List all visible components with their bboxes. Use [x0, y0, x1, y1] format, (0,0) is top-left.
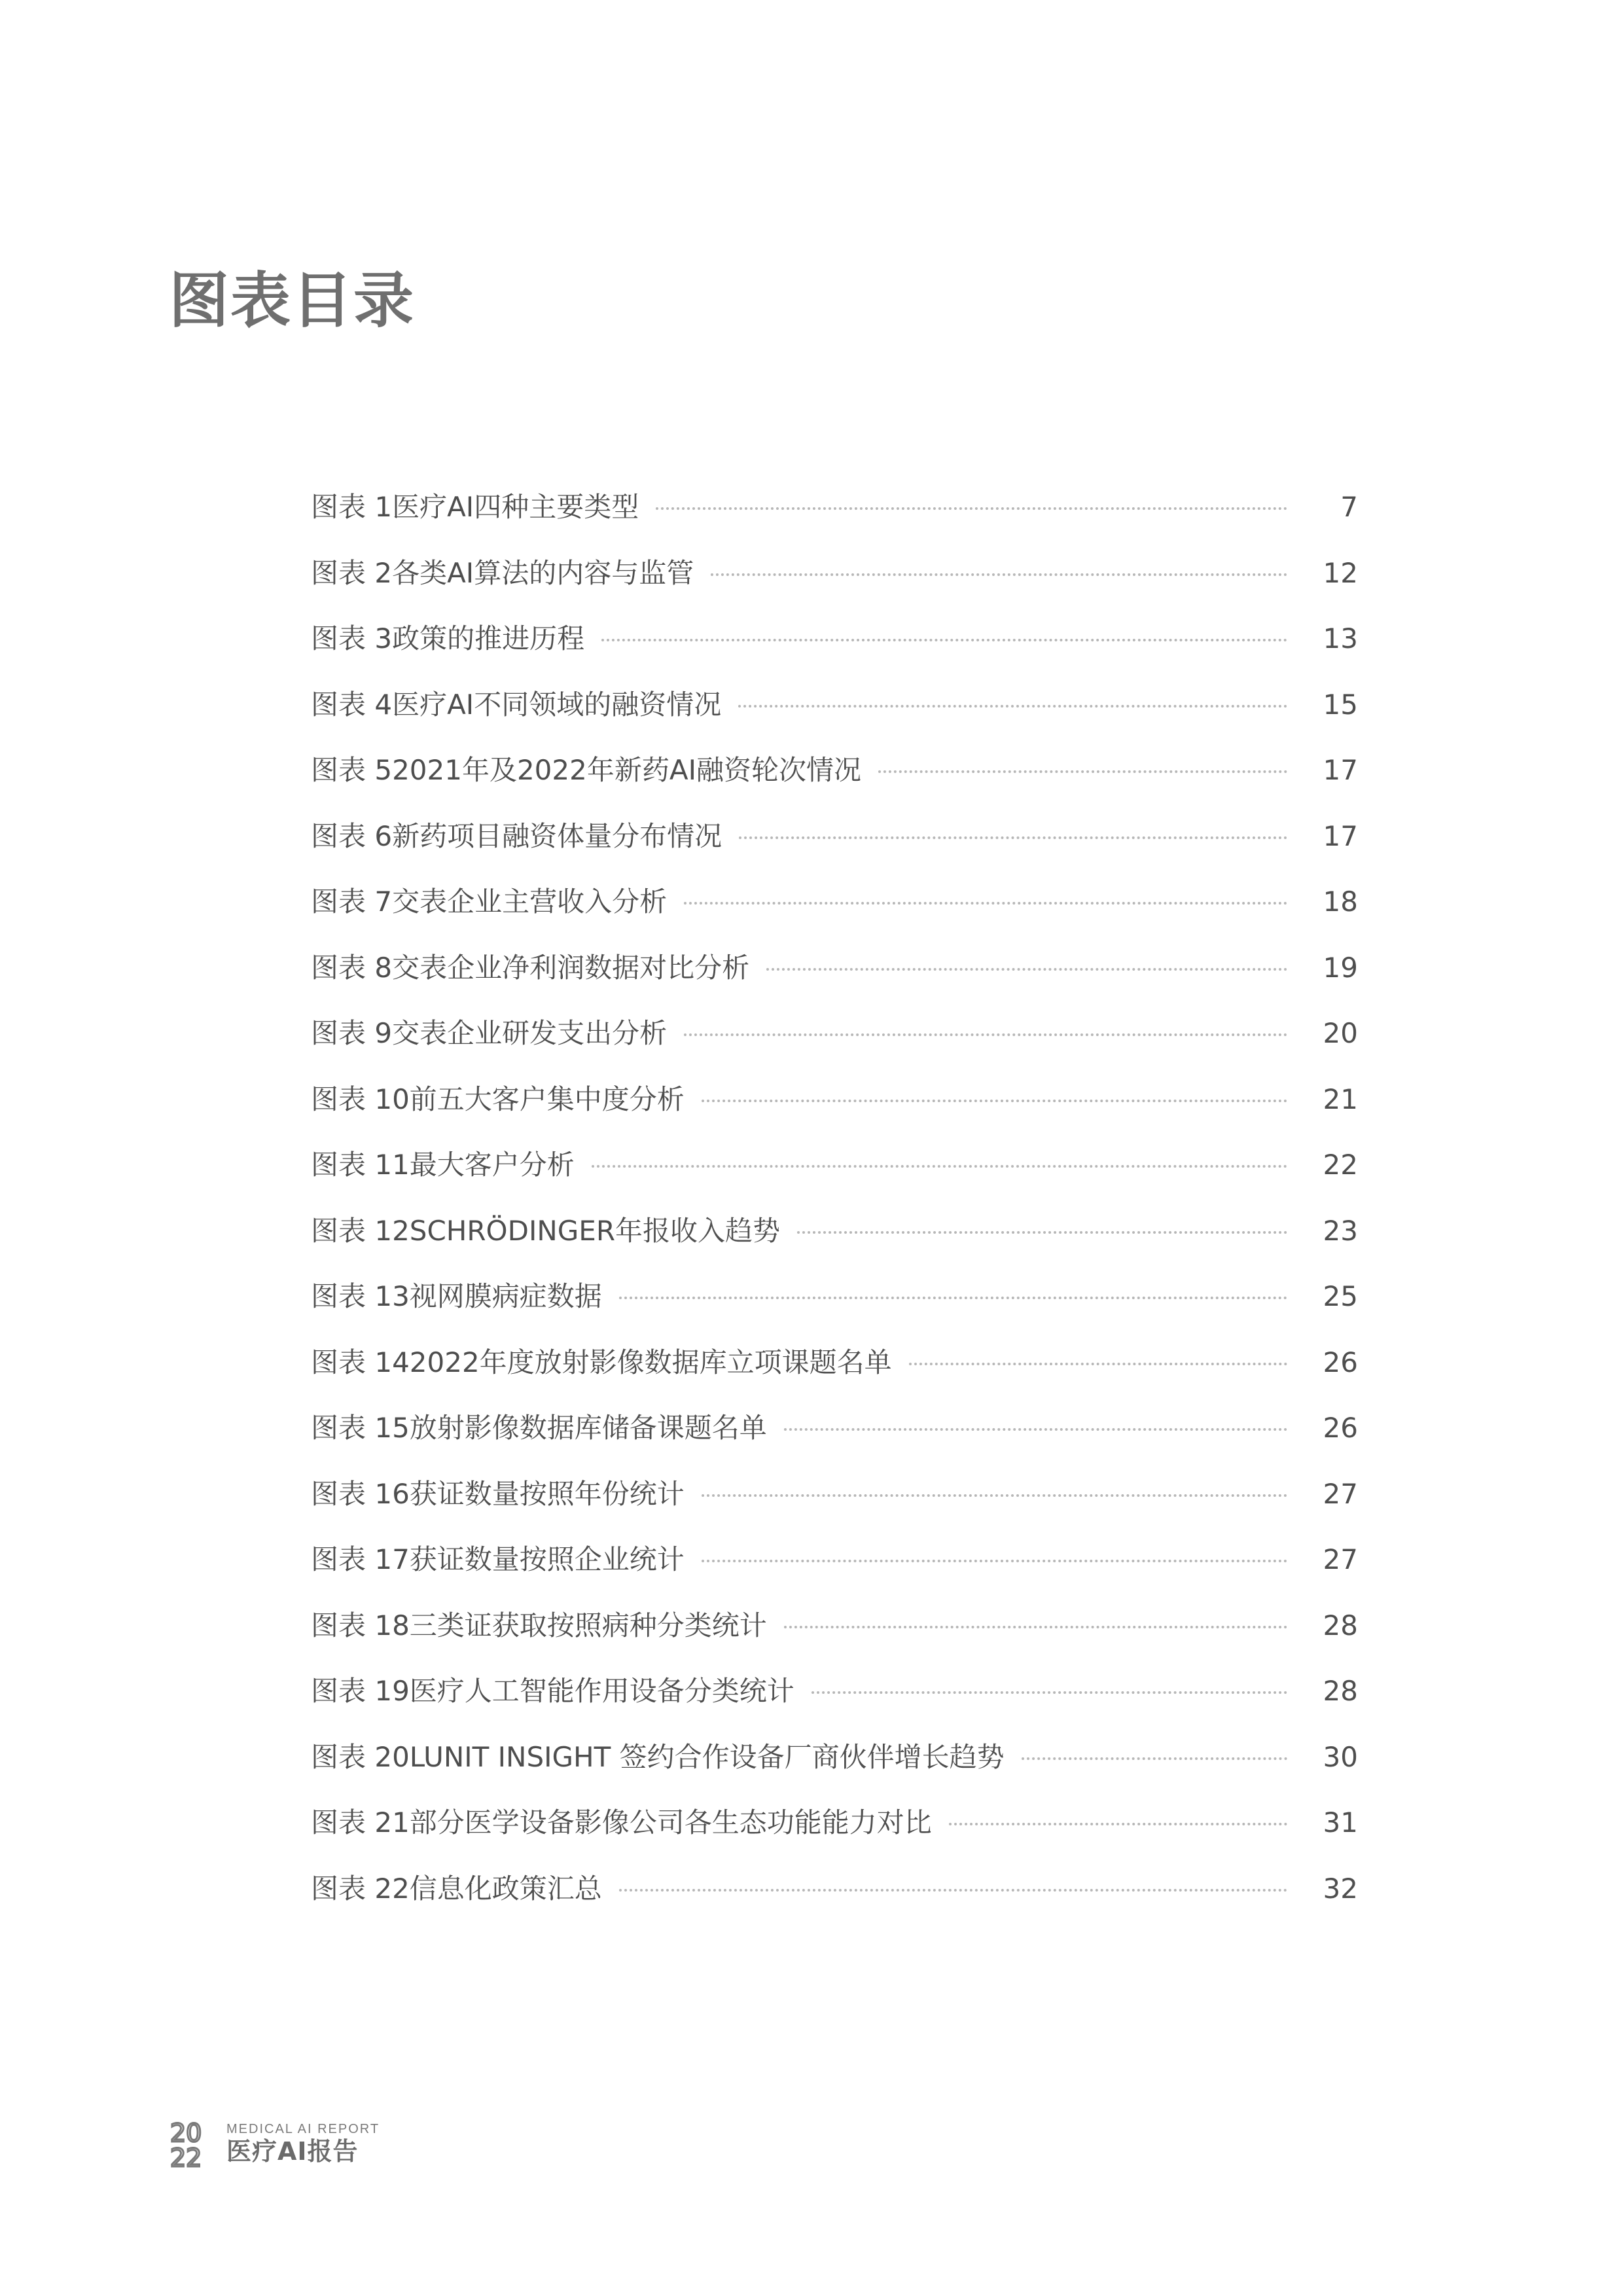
page-title: 图表目录 [169, 266, 416, 336]
year-2022-logo-icon [169, 2118, 220, 2169]
toc-dot-leader [702, 1560, 1287, 1562]
toc-page-number: 26 [1323, 1346, 1358, 1378]
toc-dot-leader [784, 1626, 1287, 1628]
toc-dot-leader [711, 573, 1287, 576]
toc-label: 图表 2各类AI算法的内容与监管 [311, 556, 694, 589]
toc-row[interactable] [311, 1725, 1358, 1791]
toc-row[interactable] [311, 1067, 1358, 1133]
toc-dot-leader [949, 1823, 1287, 1825]
toc-label: 图表 11最大客户分析 [311, 1149, 575, 1181]
toc-dot-leader [739, 836, 1287, 839]
toc-list [311, 475, 1358, 1922]
toc-label: 图表 22信息化政策汇总 [311, 1872, 602, 1905]
toc-page-number: 22 [1323, 1149, 1358, 1181]
toc-label: 图表 7交表企业主营收入分析 [311, 886, 668, 918]
toc-row[interactable] [311, 738, 1358, 804]
toc-row[interactable] [311, 935, 1358, 1001]
toc-label: 图表 18三类证获取按照病种分类统计 [311, 1609, 767, 1641]
toc-dot-leader [684, 1033, 1287, 1036]
toc-label: 图表 10前五大客户集中度分析 [311, 1083, 685, 1115]
toc-dot-leader [684, 902, 1287, 905]
toc-row[interactable] [311, 1198, 1358, 1265]
logo-title: 医疗AI报告 [226, 2137, 359, 2166]
toc-label: 图表 9交表企业研发支出分析 [311, 1017, 668, 1050]
toc-page-number: 28 [1323, 1609, 1358, 1641]
toc-page-number: 20 [1323, 1017, 1358, 1050]
toc-row[interactable] [311, 541, 1358, 607]
toc-page-number: 23 [1323, 1214, 1358, 1247]
toc-label: 图表 4医疗AI不同领域的融资情况 [311, 688, 722, 721]
toc-row[interactable] [311, 1330, 1358, 1396]
toc-row[interactable] [311, 1001, 1358, 1067]
toc-label: 图表 8交表企业净利润数据对比分析 [311, 951, 750, 984]
toc-row[interactable] [311, 1395, 1358, 1462]
toc-page-number: 17 [1323, 754, 1358, 787]
toc-label: 图表 20LUNIT INSIGHT 签约合作设备厂商伙伴增长趋势 [311, 1740, 1005, 1773]
toc-page-number: 18 [1323, 886, 1358, 918]
toc-page-number: 25 [1323, 1280, 1358, 1313]
logo-text [226, 2121, 380, 2166]
toc-label: 图表 19医疗人工智能作用设备分类统计 [311, 1675, 794, 1708]
toc-page-number: 31 [1323, 1806, 1358, 1839]
toc-label: 图表 3政策的推进历程 [311, 622, 585, 655]
toc-row[interactable] [311, 606, 1358, 672]
toc-dot-leader [766, 968, 1287, 971]
toc-page-number: 13 [1323, 622, 1358, 655]
svg-text:20: 20 [170, 2119, 202, 2147]
toc-dot-leader [702, 1494, 1287, 1497]
toc-page-number: 21 [1323, 1083, 1358, 1115]
toc-page-number: 26 [1323, 1412, 1358, 1444]
toc-page-number: 7 [1340, 491, 1358, 524]
toc-label: 图表 12SCHRÖDINGER年报收入趋势 [311, 1214, 781, 1247]
toc-row[interactable] [311, 804, 1358, 870]
toc-row[interactable] [311, 869, 1358, 935]
toc-page-number: 28 [1323, 1675, 1358, 1708]
toc-row[interactable] [311, 1132, 1358, 1198]
toc-dot-leader [784, 1428, 1287, 1431]
toc-page-number: 30 [1323, 1740, 1358, 1773]
toc-page-number: 19 [1323, 951, 1358, 984]
toc-label: 图表 6新药项目融资体量分布情况 [311, 819, 722, 852]
toc-row[interactable] [311, 1790, 1358, 1856]
toc-page-number: 15 [1323, 688, 1358, 721]
toc-label: 图表 13视网膜病症数据 [311, 1280, 602, 1313]
toc-page-number: 27 [1323, 1543, 1358, 1576]
toc-row[interactable] [311, 1264, 1358, 1330]
toc-page-number: 12 [1323, 556, 1358, 589]
toc-page-number: 17 [1323, 819, 1358, 852]
toc-label: 图表 21部分医学设备影像公司各生态功能能力对比 [311, 1806, 932, 1839]
toc-label: 图表 142022年度放射影像数据库立项课题名单 [311, 1346, 892, 1378]
toc-label: 图表 16获证数量按照年份统计 [311, 1477, 685, 1510]
toc-row[interactable] [311, 1462, 1358, 1528]
toc-dot-leader [738, 705, 1287, 708]
toc-row[interactable] [311, 1659, 1358, 1725]
toc-dot-leader [619, 1297, 1287, 1299]
toc-dot-leader [909, 1363, 1287, 1365]
toc-page-number: 27 [1323, 1477, 1358, 1510]
toc-dot-leader [1022, 1757, 1287, 1760]
toc-row[interactable] [311, 1527, 1358, 1593]
svg-text:22: 22 [170, 2144, 202, 2169]
toc-dot-leader [656, 507, 1287, 510]
toc-row[interactable] [311, 672, 1358, 738]
toc-dot-leader [878, 770, 1287, 773]
toc-dot-leader [797, 1231, 1287, 1234]
toc-dot-leader [812, 1691, 1287, 1694]
footer-logo [169, 2117, 391, 2170]
toc-label: 图表 15放射影像数据库储备课题名单 [311, 1412, 767, 1444]
toc-label: 图表 52021年及2022年新药AI融资轮次情况 [311, 754, 861, 787]
toc-dot-leader [702, 1100, 1287, 1102]
logo-subtitle: MEDICAL AI REPORT [226, 2122, 380, 2136]
toc-dot-leader [619, 1889, 1287, 1892]
toc-label: 图表 17获证数量按照企业统计 [311, 1543, 685, 1576]
toc-row[interactable] [311, 1593, 1358, 1659]
toc-label: 图表 1医疗AI四种主要类型 [311, 491, 639, 524]
toc-row[interactable] [311, 1856, 1358, 1922]
toc-row[interactable] [311, 475, 1358, 541]
toc-page-number: 32 [1323, 1872, 1358, 1905]
toc-dot-leader [601, 639, 1287, 641]
toc-dot-leader [592, 1165, 1287, 1168]
